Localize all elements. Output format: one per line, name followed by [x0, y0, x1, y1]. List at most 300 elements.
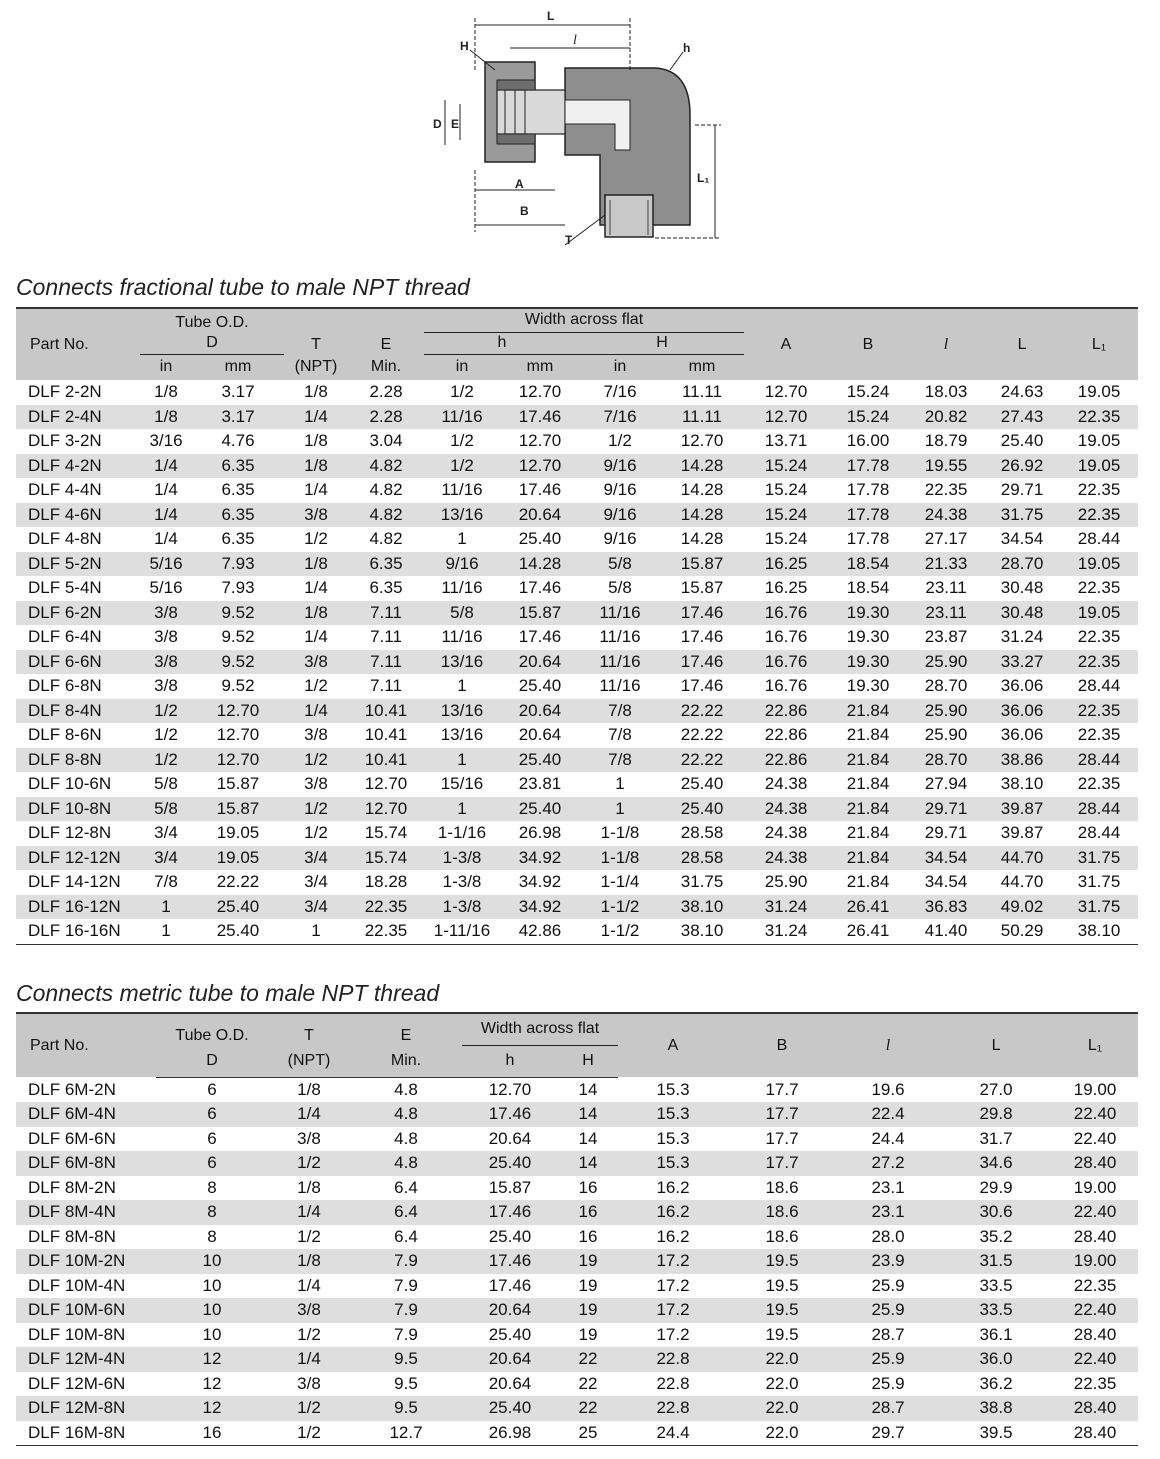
- table-cell: 3/4: [304, 872, 328, 892]
- table-cell: 33.27: [984, 650, 1060, 675]
- dim-label-H: H: [460, 39, 469, 53]
- col-d: D: [140, 332, 284, 354]
- table-cell: 12.70: [744, 405, 828, 430]
- table-cell: 25.40: [500, 748, 580, 773]
- table-cell: 16.2: [656, 1177, 690, 1197]
- table-cell: 5/16: [149, 578, 183, 598]
- part-number-cell: DLF 16M-8N: [16, 1421, 156, 1446]
- table-cell: 25.40: [680, 774, 724, 794]
- table-cell: 23.1: [836, 1200, 940, 1225]
- table-cell: 22.35: [924, 480, 968, 500]
- part-number-cell: DLF 12M-4N: [16, 1347, 156, 1372]
- table-cell: 15.3: [656, 1079, 690, 1099]
- table-row: [16, 748, 1138, 773]
- table-cell: 28.40: [1052, 1421, 1138, 1446]
- table-cell: 28.44: [1077, 529, 1121, 549]
- table-cell: 1/4: [140, 454, 192, 479]
- table-cell: 1: [424, 748, 500, 773]
- table-cell: 16.76: [744, 650, 828, 675]
- part-number-cell: DLF 12M-6N: [28, 1373, 126, 1393]
- table-row: [16, 1127, 1138, 1152]
- part-number-cell: DLF 4-4N: [28, 480, 102, 500]
- table-cell: 13.71: [764, 431, 808, 451]
- table-cell: 36.83: [908, 895, 984, 920]
- table-cell: 36.06: [984, 699, 1060, 724]
- table-cell: 39.87: [1000, 823, 1044, 843]
- table-cell: 11/16: [424, 405, 500, 430]
- table-cell: 22.40: [1052, 1298, 1138, 1323]
- table-cell: 27.0: [979, 1079, 1013, 1099]
- part-number-cell: DLF 10M-6N: [16, 1298, 156, 1323]
- table-cell: 28.40: [1073, 1324, 1117, 1344]
- table-cell: 29.9: [979, 1177, 1013, 1197]
- table-cell: 17.2: [618, 1298, 728, 1323]
- table-row: [16, 1298, 1138, 1323]
- col-d-in: in: [140, 354, 192, 380]
- table-cell: 19.05: [192, 846, 284, 871]
- table-cell: 28.40: [1073, 1226, 1117, 1246]
- table-cell: 21.33: [908, 552, 984, 577]
- col-b: B: [728, 1013, 836, 1077]
- table-cell: 1/2: [304, 529, 328, 549]
- table-row: [16, 1077, 1138, 1102]
- table-cell: 4.82: [348, 503, 424, 528]
- table-cell: 3/4: [154, 823, 178, 843]
- table-cell: 15.87: [488, 1177, 532, 1197]
- table-cell: 15.24: [828, 405, 908, 430]
- table-cell: 19.30: [828, 601, 908, 626]
- part-number-cell: DLF 12-12N: [16, 846, 140, 871]
- col-l-upper: L: [984, 308, 1060, 380]
- table-cell: 22.22: [680, 725, 724, 745]
- table-cell: 6: [207, 1079, 217, 1099]
- table-cell: 1-1/8: [580, 846, 660, 871]
- table-cell: 15.87: [660, 552, 744, 577]
- table-cell: 15.24: [744, 503, 828, 528]
- table-cell: 1-1/2: [580, 919, 660, 944]
- table-cell: 9/16: [603, 480, 637, 500]
- table-cell: 7.9: [394, 1324, 418, 1344]
- col-d-mm: mm: [192, 354, 284, 380]
- table-cell: 17.7: [728, 1151, 836, 1176]
- table-cell: 9.52: [221, 627, 255, 647]
- table-cell: 25.40: [518, 676, 562, 696]
- table-cell: 22.35: [1060, 650, 1138, 675]
- table-cell: 11/16: [599, 676, 641, 696]
- table-cell: 31.24: [1000, 627, 1044, 647]
- table-cell: 25.40: [192, 919, 284, 944]
- table-cell: 1: [284, 919, 348, 944]
- table-cell: 3/8: [297, 1373, 321, 1393]
- table-cell: 22.35: [1077, 627, 1121, 647]
- table-cell: 27.94: [924, 774, 968, 794]
- table-row: [16, 1372, 1138, 1397]
- table-cell: 20.64: [462, 1347, 558, 1372]
- table-cell: 19.05: [1060, 454, 1138, 479]
- dim-label-h: h: [683, 41, 691, 55]
- table-cell: 12.70: [488, 1079, 532, 1099]
- table-cell: 18.28: [364, 872, 408, 892]
- table-cell: 19: [558, 1249, 618, 1274]
- table-cell: 25.40: [488, 1226, 532, 1246]
- table-row: [16, 1249, 1138, 1274]
- part-number-cell: DLF 10M-2N: [16, 1249, 156, 1274]
- col-l-lower: l: [836, 1013, 940, 1077]
- table-cell: 11/16: [580, 650, 660, 675]
- table-cell: 28.44: [1077, 676, 1121, 696]
- table-cell: 19.55: [908, 454, 984, 479]
- col-d: D: [156, 1045, 268, 1077]
- table-cell: 4.82: [369, 480, 403, 500]
- metric-heading: Connects metric tube to male NPT thread: [16, 980, 440, 1006]
- table-cell: 12: [202, 1373, 222, 1393]
- table-cell: 36.0: [940, 1347, 1052, 1372]
- table-cell: 50.29: [984, 919, 1060, 944]
- table-cell: 22.40: [1052, 1347, 1138, 1372]
- table-cell: 15.87: [216, 774, 260, 794]
- table-cell: 1/2: [268, 1151, 350, 1176]
- table-cell: 9.52: [192, 650, 284, 675]
- table-cell: 30.6: [940, 1200, 1052, 1225]
- table-cell: 20.64: [500, 699, 580, 724]
- table-cell: 34.92: [500, 846, 580, 871]
- table-cell: 22.4: [836, 1102, 940, 1127]
- table-cell: 29.71: [908, 797, 984, 822]
- table-cell: 38.8: [940, 1396, 1052, 1421]
- table-cell: 6: [207, 1128, 217, 1148]
- table-cell: 25.40: [660, 797, 744, 822]
- table-cell: 8: [207, 1226, 217, 1246]
- table-cell: 1/4: [140, 503, 192, 528]
- table-cell: 15.24: [846, 382, 890, 402]
- table-cell: 15.74: [348, 846, 424, 871]
- table-cell: 25.90: [924, 725, 968, 745]
- table-cell: 17.2: [656, 1324, 690, 1344]
- table-cell: 19.00: [1073, 1177, 1117, 1197]
- table-cell: 30.48: [1000, 578, 1044, 598]
- table-cell: 9/16: [603, 529, 637, 549]
- table-cell: 25.40: [462, 1396, 558, 1421]
- table-cell: 6.35: [221, 480, 255, 500]
- part-number-cell: DLF 2-2N: [28, 382, 102, 402]
- table-cell: 36.1: [979, 1324, 1013, 1344]
- table-cell: 1/4: [304, 578, 328, 598]
- col-width-across-flat: Width across flat: [462, 1013, 618, 1045]
- col-part-no: Part No.: [16, 308, 140, 380]
- table-cell: 33.5: [940, 1298, 1052, 1323]
- table-cell: 14.28: [680, 480, 724, 500]
- table-cell: 18.6: [728, 1200, 836, 1225]
- table-cell: 41.40: [908, 919, 984, 944]
- table-cell: 1/8: [284, 552, 348, 577]
- table-cell: 1/4: [284, 699, 348, 724]
- table-cell: 2.28: [348, 405, 424, 430]
- table-cell: 3/8: [154, 676, 178, 696]
- table-cell: 31.75: [984, 503, 1060, 528]
- col-l-upper: L: [940, 1013, 1052, 1077]
- table-cell: 17.46: [518, 627, 562, 647]
- table-cell: 12.70: [192, 699, 284, 724]
- table-cell: 16.2: [656, 1226, 690, 1246]
- table-cell: 1/2: [284, 748, 348, 773]
- table-cell: 1/8: [304, 431, 328, 451]
- table-cell: 1/2: [284, 797, 348, 822]
- table-cell: 3/16: [149, 431, 183, 451]
- table-cell: 1/4: [268, 1102, 350, 1127]
- table-cell: 10.41: [348, 748, 424, 773]
- table-cell: 15.87: [680, 578, 724, 598]
- dim-label-l: l: [573, 33, 577, 48]
- table-cell: 15.87: [192, 797, 284, 822]
- table-row: [16, 478, 1138, 503]
- table-cell: 17.46: [488, 1275, 532, 1295]
- part-number-cell: DLF 4-8N: [28, 529, 102, 549]
- table-row: [16, 1200, 1138, 1225]
- dim-label-E: E: [451, 117, 460, 131]
- table-cell: 16.76: [764, 676, 808, 696]
- table-cell: 38.10: [660, 895, 744, 920]
- table-cell: 4.82: [369, 529, 403, 549]
- table-cell: 3/8: [284, 650, 348, 675]
- table-row: [16, 1323, 1138, 1348]
- fitting-drawing: [415, 0, 745, 262]
- table-cell: 25.40: [518, 529, 562, 549]
- table-row: [16, 1225, 1138, 1250]
- table-cell: 34.54: [908, 846, 984, 871]
- table-cell: 1/4: [268, 1200, 350, 1225]
- table-cell: 38.10: [1000, 774, 1044, 794]
- table-cell: 12.70: [500, 454, 580, 479]
- table-cell: 28.58: [680, 823, 724, 843]
- table-cell: 19: [558, 1298, 618, 1323]
- col-t-npt: (NPT): [284, 354, 348, 380]
- col-h-lower-in: in: [424, 354, 500, 380]
- table-cell: 14.28: [500, 552, 580, 577]
- table-cell: 1-1/16: [437, 823, 487, 843]
- table-cell: 17.46: [518, 578, 562, 598]
- part-number-cell: DLF 8-8N: [16, 748, 140, 773]
- table-cell: 22.35: [1073, 1275, 1117, 1295]
- table-cell: 19.05: [1060, 601, 1138, 626]
- table-cell: 15/16: [440, 774, 484, 794]
- col-l1: L₁: [1060, 308, 1138, 380]
- table-cell: 9.5: [394, 1373, 418, 1393]
- table-cell: 22.0: [728, 1396, 836, 1421]
- table-cell: 18.54: [846, 578, 890, 598]
- table-cell: 1/2: [268, 1396, 350, 1421]
- table-cell: 3/8: [297, 1128, 321, 1148]
- table-cell: 44.70: [984, 846, 1060, 871]
- table-cell: 1/8: [297, 1079, 321, 1099]
- table-cell: 9.52: [192, 601, 284, 626]
- table-cell: 3/4: [140, 846, 192, 871]
- table-cell: 12.70: [518, 431, 562, 451]
- table-cell: 1/2: [297, 1226, 321, 1246]
- table-cell: 17.46: [500, 405, 580, 430]
- table-cell: 23.9: [836, 1249, 940, 1274]
- table-cell: 27.43: [984, 405, 1060, 430]
- table-cell: 20.64: [500, 650, 580, 675]
- table-cell: 18.79: [924, 431, 968, 451]
- table-row: [16, 405, 1138, 430]
- table-cell: 10: [156, 1249, 268, 1274]
- table-cell: 6: [156, 1102, 268, 1127]
- table-cell: 17.7: [765, 1079, 799, 1099]
- table-cell: 28.7: [871, 1324, 905, 1344]
- col-e-min: Min.: [348, 354, 424, 380]
- table-row: [16, 1396, 1138, 1421]
- table-cell: 1/4: [268, 1347, 350, 1372]
- part-number-cell: DLF 6-6N: [16, 650, 140, 675]
- fractional-table-body: [16, 380, 1138, 944]
- col-h-lower-mm: mm: [500, 354, 580, 380]
- table-cell: 17.78: [846, 529, 890, 549]
- table-cell: 5/16: [140, 552, 192, 577]
- table-cell: 1-1/4: [600, 872, 640, 892]
- table-cell: 22: [578, 1373, 598, 1393]
- table-cell: 28.70: [908, 748, 984, 773]
- table-cell: 1/8: [140, 405, 192, 430]
- table-cell: 3/4: [284, 846, 348, 871]
- table-cell: 42.86: [500, 919, 580, 944]
- table-row: [16, 895, 1138, 920]
- table-cell: 24.38: [764, 774, 808, 794]
- table-cell: 14.28: [660, 503, 744, 528]
- part-number-cell: DLF 3-2N: [28, 431, 102, 451]
- table-cell: 17.7: [765, 1128, 799, 1148]
- table-cell: 14.28: [660, 454, 744, 479]
- table-cell: 1/2: [140, 748, 192, 773]
- table-cell: 4.8: [350, 1151, 462, 1176]
- table-cell: 1/2: [608, 431, 632, 451]
- part-number-cell: DLF 6-8N: [28, 676, 102, 696]
- table-cell: 22.0: [728, 1347, 836, 1372]
- part-number-cell: DLF 8M-2N: [28, 1177, 116, 1197]
- table-cell: 28.0: [871, 1226, 905, 1246]
- part-number-cell: DLF 10M-8N: [28, 1324, 126, 1344]
- table-cell: 13/16: [424, 503, 500, 528]
- table-row: [16, 870, 1138, 895]
- table-cell: 17.78: [828, 503, 908, 528]
- table-row: [16, 674, 1138, 699]
- table-cell: 22.86: [744, 699, 828, 724]
- table-cell: 19.30: [846, 676, 890, 696]
- table-cell: 1/8: [284, 454, 348, 479]
- table-row: [16, 1274, 1138, 1299]
- metric-table-body: [16, 1077, 1138, 1446]
- table-cell: 5/8: [424, 601, 500, 626]
- table-cell: 3/8: [284, 503, 348, 528]
- table-cell: 23.81: [518, 774, 562, 794]
- col-e: E: [350, 1013, 462, 1045]
- table-cell: 4.8: [394, 1128, 418, 1148]
- table-cell: 7.9: [350, 1249, 462, 1274]
- table-cell: 28.44: [1077, 823, 1121, 843]
- table-cell: 22.35: [1077, 774, 1121, 794]
- table-cell: 9.52: [221, 676, 255, 696]
- table-cell: 38.10: [660, 919, 744, 944]
- table-cell: 14: [558, 1151, 618, 1176]
- table-cell: 7/16: [603, 382, 637, 402]
- table-cell: 14: [558, 1102, 618, 1127]
- table-cell: 9.5: [350, 1347, 462, 1372]
- table-cell: 25.90: [908, 650, 984, 675]
- col-h-lower: h: [462, 1045, 558, 1077]
- table-cell: 16: [156, 1421, 268, 1446]
- table-cell: 16.25: [764, 578, 808, 598]
- table-cell: 22.35: [1077, 725, 1121, 745]
- table-row: [16, 380, 1138, 405]
- part-number-cell: DLF 12-8N: [28, 823, 112, 843]
- table-cell: 12: [156, 1347, 268, 1372]
- table-cell: 20.64: [462, 1298, 558, 1323]
- table-cell: 3/8: [304, 725, 328, 745]
- table-cell: 16.00: [846, 431, 890, 451]
- table-cell: 34.92: [518, 872, 562, 892]
- part-number-cell: DLF 14-12N: [28, 872, 121, 892]
- table-cell: 1-3/8: [442, 872, 482, 892]
- col-tube-od: Tube O.D.: [156, 1013, 268, 1045]
- table-cell: 12.70: [192, 748, 284, 773]
- table-cell: 35.2: [979, 1226, 1013, 1246]
- table-cell: 1/4: [154, 480, 178, 500]
- col-e: E: [348, 308, 424, 354]
- table-cell: 6.4: [394, 1226, 418, 1246]
- table-row: [16, 527, 1138, 552]
- table-cell: 28.40: [1052, 1151, 1138, 1176]
- table-cell: 24.38: [908, 503, 984, 528]
- part-number-cell: DLF 6M-6N: [28, 1128, 116, 1148]
- table-cell: 28.58: [660, 846, 744, 871]
- table-cell: 24.38: [744, 797, 828, 822]
- table-cell: 19.5: [728, 1298, 836, 1323]
- table-row: [16, 503, 1138, 528]
- table-cell: 1/8: [304, 382, 328, 402]
- table-cell: 25.9: [836, 1347, 940, 1372]
- table-cell: 22.22: [660, 748, 744, 773]
- table-cell: 25.40: [488, 1324, 532, 1344]
- table-cell: 34.92: [500, 895, 580, 920]
- table-cell: 17.7: [728, 1102, 836, 1127]
- table-cell: 7/8: [608, 725, 632, 745]
- table-cell: 31.75: [1060, 895, 1138, 920]
- table-cell: 19.30: [828, 650, 908, 675]
- table-row: [16, 846, 1138, 871]
- table-cell: 17.46: [462, 1102, 558, 1127]
- table-cell: 22.8: [656, 1373, 690, 1393]
- table-cell: 12.70: [216, 725, 260, 745]
- dim-label-D: D: [433, 117, 442, 131]
- table-cell: 1/4: [284, 405, 348, 430]
- part-number-cell: DLF 10M-4N: [28, 1275, 126, 1295]
- table-cell: 22: [558, 1347, 618, 1372]
- table-cell: 3.17: [192, 405, 284, 430]
- table-cell: 3/4: [284, 895, 348, 920]
- table-cell: 7/8: [580, 699, 660, 724]
- table-cell: 3/8: [140, 650, 192, 675]
- table-cell: 28.7: [836, 1396, 940, 1421]
- table-cell: 17.46: [680, 627, 724, 647]
- col-a: A: [744, 308, 828, 380]
- table-cell: 7.93: [221, 578, 255, 598]
- table-cell: 13/16: [440, 725, 484, 745]
- table-cell: 26.92: [984, 454, 1060, 479]
- col-h-lower: h: [424, 332, 580, 354]
- table-cell: 12.70: [680, 431, 724, 451]
- table-cell: 27.17: [924, 529, 968, 549]
- table-cell: 19.6: [871, 1079, 905, 1099]
- table-cell: 18.6: [765, 1226, 799, 1246]
